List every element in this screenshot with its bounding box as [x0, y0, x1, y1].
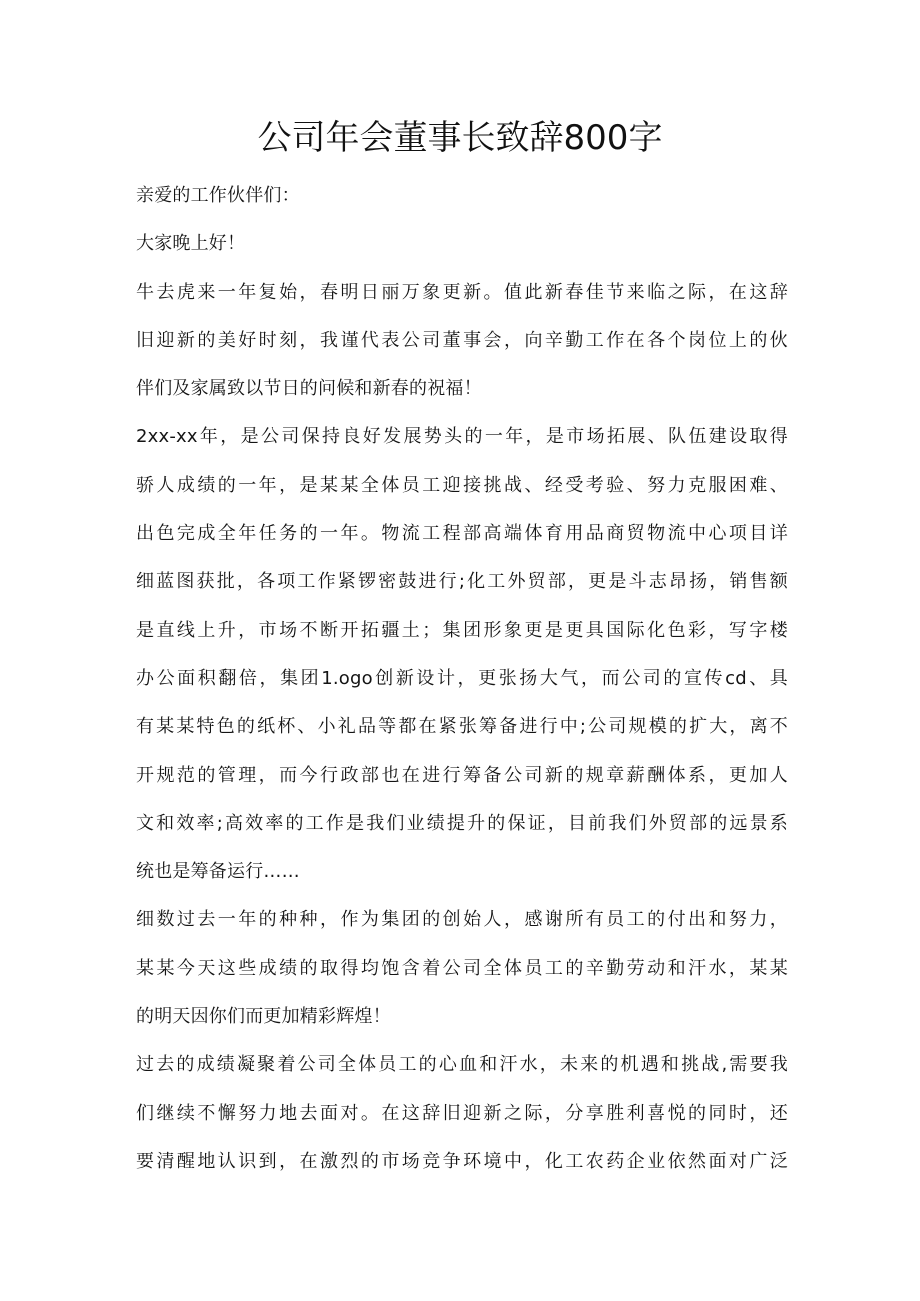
body-line: 开规范的管理，而今行政部也在进行筹备公司新的规章薪酬体系，更加人: [136, 764, 788, 786]
body-line: 文和效率;高效率的工作是我们业绩提升的保证，目前我们外贸部的远景系: [136, 812, 788, 834]
page-title: 公司年会董事长致辞800字: [257, 118, 663, 158]
body-line: 某某今天这些成绩的取得均饱含着公司全体员工的辛勤劳动和汗水，某某: [136, 957, 788, 979]
body-line: 出色完成全年任务的一年。物流工程部高端体育用品商贸物流中心项目详: [136, 523, 788, 545]
body-line: 旧迎新的美好时刻，我谨代表公司董事会，向辛勤工作在各个岗位上的伙: [136, 329, 788, 351]
body-line: 办公面积翻倍，集团1.ogo创新设计，更张扬大气，而公司的宣传cd、具: [136, 667, 788, 689]
body-line: 要清醒地认识到，在激烈的市场竞争环境中，化工农药企业依然面对广泛: [136, 1150, 788, 1172]
body-line: 们继续不懈努力地去面对。在这辞旧迎新之际，分享胜利喜悦的同时，还: [136, 1102, 788, 1124]
body-line: 牛去虎来一年复始，春明日丽万象更新。值此新春佳节来临之际，在这辞: [136, 281, 788, 303]
body-line: 亲爱的工作伙伴们：: [136, 185, 300, 206]
body-line: 的明天因你们而更加精彩辉煌！: [136, 1006, 391, 1028]
body-line: 是直线上升，市场不断开拓疆土；集团形象更是更具国际化色彩，写字楼: [136, 619, 788, 641]
body-line: 细数过去一年的种种，作为集团的创始人，感谢所有员工的付出和努力，: [136, 909, 788, 931]
body-line: 细蓝图获批，各项工作紧锣密鼓进行;化工外贸部，更是斗志昂扬，销售额: [136, 571, 788, 593]
body-line: 有某某特色的纸杯、小礼品等都在紧张筹备进行中;公司规模的扩大，离不: [136, 716, 788, 738]
body-line: 伴们及家属致以节日的问候和新春的祝福！: [136, 378, 482, 400]
document-body: [136, 172, 788, 1186]
body-line: 骄人成绩的一年，是某某全体员工迎接挑战、经受考验、努力克服困难、: [136, 474, 788, 496]
body-line: 2xx-xx年，是公司保持良好发展势头的一年，是市场拓展、队伍建设取得: [136, 426, 788, 448]
body-line: 过去的成绩凝聚着公司全体员工的心血和汗水，未来的机遇和挑战,需要我: [136, 1054, 788, 1076]
body-line: 大家晚上好！: [136, 233, 246, 255]
body-line: 统也是筹备运行……: [136, 861, 300, 883]
